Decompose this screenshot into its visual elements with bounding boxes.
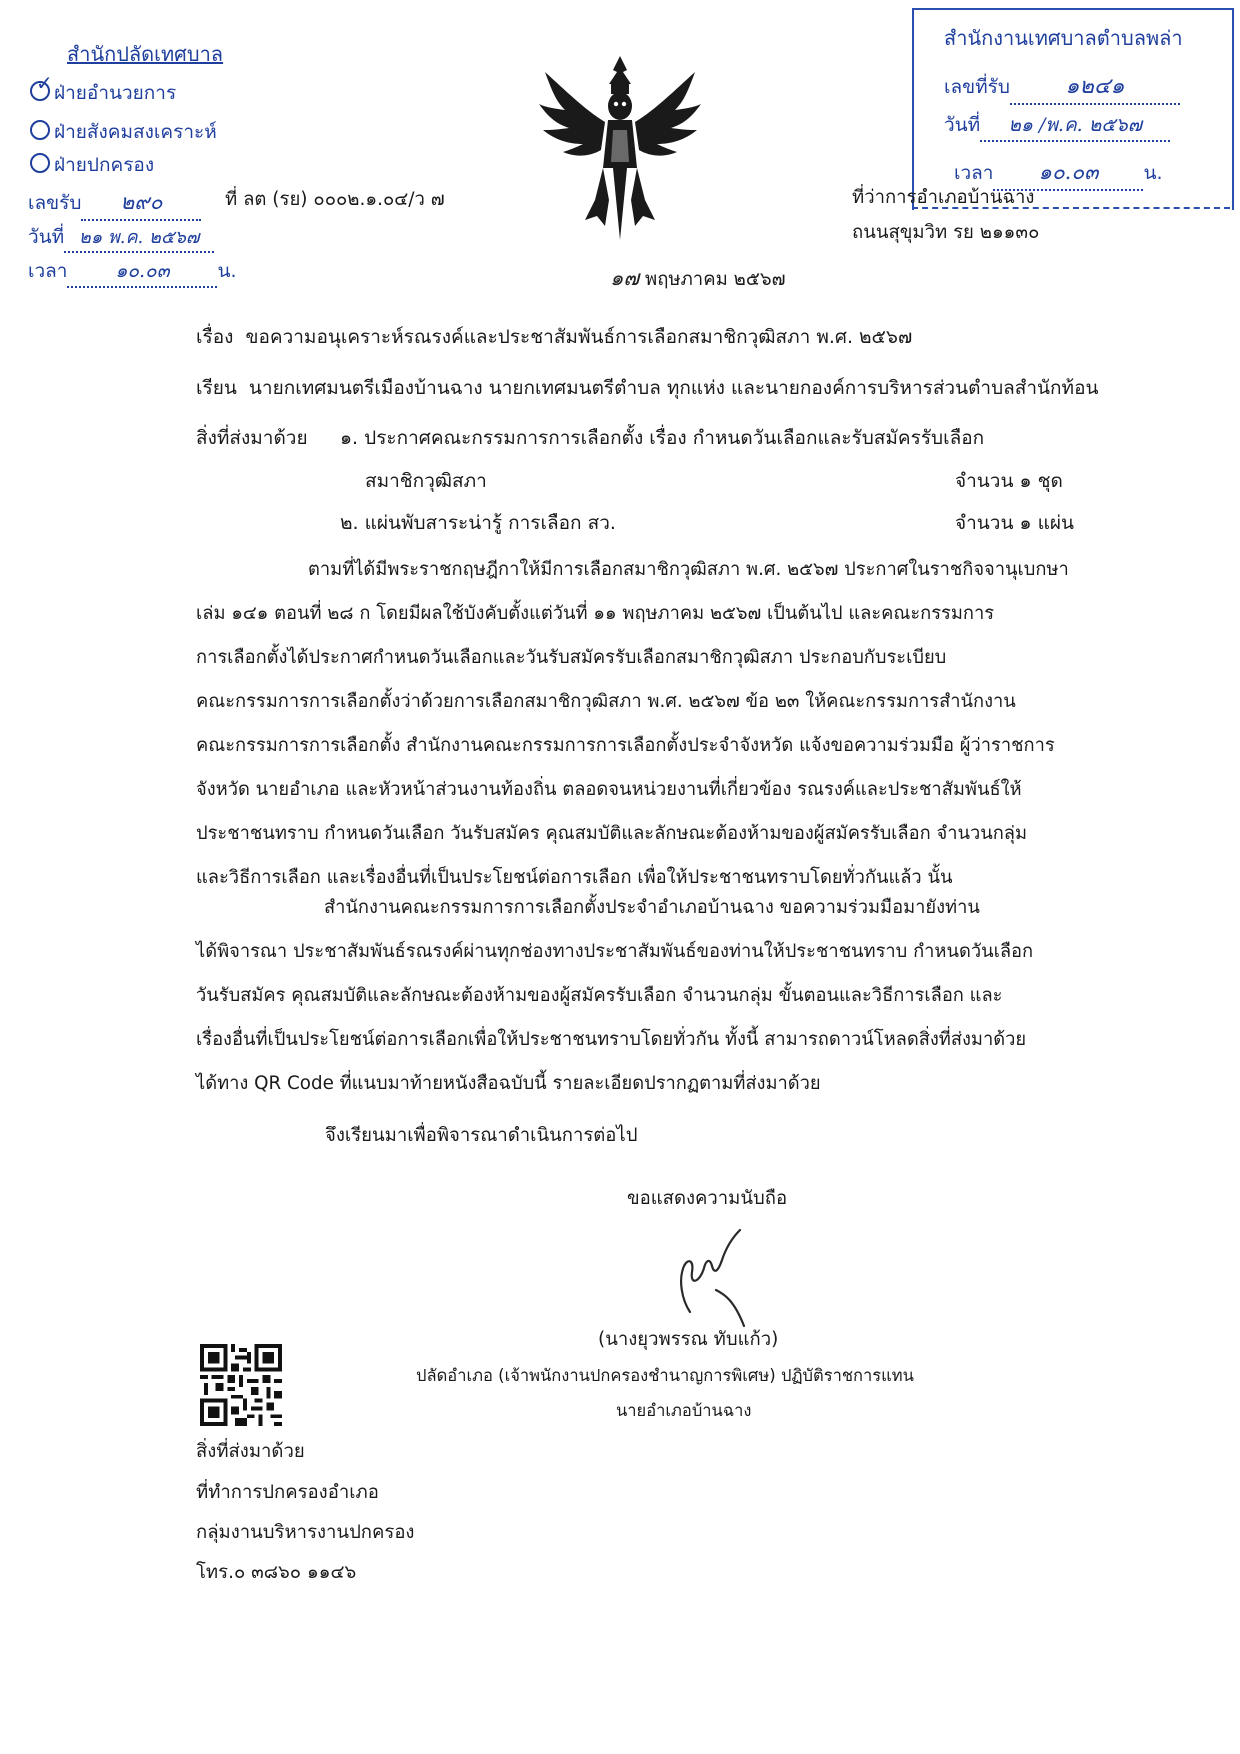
paragraph-line: สำนักงานคณะกรรมการการเลือกตั้งประจำอำเภอบ้านฉาง ขอความร่วมมือมายังท่าน — [324, 897, 980, 918]
subject-line: เรื่อง ขอความอนุเคราะห์รณรงค์และประชาสัมพันธ์การเลือกสมาชิกวุฒิสภา พ.ศ. ๒๕๖๗ — [196, 326, 913, 348]
routing-stamp — [24, 30, 274, 320]
paragraph-line: เรื่องอื่นที่เป็นประโยชน์ต่อการเลือกเพื่อให้ประชาชนทราบโดยทั่วกัน ทั้งนี้ สามารถดาวน์โหลดสิ่งที่ส่งมาด้วย — [196, 1029, 1027, 1050]
qr-code-icon — [200, 1344, 282, 1426]
routing-time: ๑๐.๐๓ — [67, 256, 217, 288]
paragraph-line: การเลือกตั้งได้ประกาศกำหนดวันเลือกและวันรับสมัครรับเลือกสมาชิกวุฒิสภา ประกอบกับระเบียบ — [196, 647, 947, 668]
to-text: นายกเทศมนตรีเมืองบ้านฉาง นายกเทศมนตรีตำบล ทุกแห่ง และนายกองค์การบริหารส่วนตำบลสำนักท้อน — [248, 377, 1099, 399]
signer-name: (นางยุวพรรณ ทับแก้ว) — [598, 1329, 779, 1350]
received-stamp — [912, 8, 1234, 210]
received-office: สำนักงานเทศบาลตำบลพล่า — [944, 26, 1183, 50]
received-time: ๑๐.๐๓ — [993, 156, 1143, 191]
routing-time-row: เวลา ๑๐.๐๓ น. — [28, 256, 237, 288]
paragraph-line: ได้พิจารณา ประชาสัมพันธ์รณรงค์ผ่านทุกช่องทางประชาสัมพันธ์ของท่านให้ประชาชนทราบ กำหนดวันเลือก — [196, 941, 1034, 962]
routing-office: สำนักปลัดเทศบาล — [67, 42, 224, 66]
office-address: ถนนสุขุมวิท รย ๒๑๑๓๐ — [852, 222, 1040, 243]
paragraph-1 — [196, 555, 1096, 907]
checked-circle-icon: ✓ — [30, 81, 50, 101]
footer-unit: กลุ่มงานบริหารงานปกครอง — [196, 1522, 415, 1543]
received-date: ๒๑ /พ.ค. ๒๕๖๗ — [980, 110, 1170, 142]
enclosure-2-line1: ๒. แผ่นพับสาระน่ารู้ การเลือก สว. — [340, 512, 616, 534]
paragraph-line: คณะกรรมการการเลือกตั้งว่าด้วยการเลือกสมาชิกวุฒิสภา พ.ศ. ๒๕๖๗ ข้อ ๒๓ ให้คณะกรรมการสำนักงาน — [196, 691, 1016, 712]
to-line: เรียน นายกเทศมนตรีเมืองบ้านฉาง นายกเทศมนตรีตำบล ทุกแห่ง และนายกองค์การบริหารส่วนตำบลสำนักท้อน — [196, 377, 1099, 399]
signer-title-2: นายอำเภอบ้านฉาง — [616, 1401, 752, 1420]
enclosure-1-line1: ๑. ประกาศคณะกรรมการการเลือกตั้ง เรื่อง กำหนดวันเลือกและรับสมัครรับเลือก — [340, 427, 985, 449]
letter-date — [610, 262, 786, 295]
routing-option-governance: ฝ่ายปกครอง — [30, 150, 154, 180]
paragraph-line: ตามที่ได้มีพระราชกฤษฎีกาให้มีการเลือกสมาชิกวุฒิสภา พ.ศ. ๒๕๖๗ ประกาศในราชกิจจานุเบกษา — [308, 559, 1069, 580]
paragraph-2 — [196, 893, 1096, 1113]
qr-caption: สิ่งที่ส่งมาด้วย — [196, 1441, 305, 1462]
routing-receipt-no: ๒๙๐ — [81, 186, 201, 221]
letter-date-month-year: พฤษภาคม ๒๕๖๗ — [645, 269, 786, 290]
paragraph-line: เล่ม ๑๔๑ ตอนที่ ๒๘ ก โดยมีผลใช้บังคับตั้งแต่วันที่ ๑๑ พฤษภาคม ๒๕๖๗ เป็นต้นไป และคณะกรรมการ — [196, 603, 995, 624]
signer-title: ปลัดอำเภอ (เจ้าพนักงานปกครองชำนาญการพิเศษ) ปฏิบัติราชการแทน — [416, 1366, 914, 1385]
footer-phone: โทร.๐ ๓๘๖๐ ๑๑๔๖ — [196, 1562, 357, 1583]
received-receipt-row: เลขที่รับ ๑๒๔๑ — [944, 68, 1180, 105]
paragraph-line: จังหวัด นายอำเภอ และหัวหน้าส่วนงานท้องถิ่น ตลอดจนหน่วยงานที่เกี่ยวข้อง รณรงค์และประชาสัมพันธ์ให้ — [196, 779, 1022, 800]
routing-option-admin: ✓ ฝ่ายอำนวยการ — [30, 78, 176, 108]
paragraph-line: ประชาชนทราบ กำหนดวันเลือก วันรับสมัคร คุณสมบัติและลักษณะต้องห้ามของผู้สมัครรับเลือก จำนวนกลุ่ม — [196, 823, 1028, 844]
paragraph-line: คณะกรรมการการเลือกตั้ง สำนักงานคณะกรรมการการเลือกตั้งประจำจังหวัด แจ้งขอความร่วมมือ ผู้ว่าราชการ — [196, 735, 1055, 756]
letter-date-day: ๑๗ — [610, 266, 640, 290]
garuda-emblem-icon — [535, 50, 705, 245]
enclosure-1-line2: สมาชิกวุฒิสภา — [365, 470, 487, 492]
paragraph-line: วันรับสมัคร คุณสมบัติและลักษณะต้องห้ามของผู้สมัครรับเลือก จำนวนกลุ่ม ขั้นตอนและวิธีการเลือก และ — [196, 985, 1003, 1006]
closing: ขอแสดงความนับถือ — [627, 1188, 788, 1209]
enclosure-1-qty: จำนวน ๑ ชุด — [955, 470, 1063, 492]
office-name: ที่ว่าการอำเภอบ้านฉาง — [852, 187, 1035, 208]
closing-request: จึงเรียนมาเพื่อพิจารณาดำเนินการต่อไป — [325, 1125, 638, 1146]
ref-number: ที่ ลต (รย) ๐๐๐๒.๑.๐๔/ว ๗ — [225, 189, 445, 210]
routing-date: ๒๑ พ.ค. ๒๕๖๗ — [64, 222, 214, 253]
paragraph-line: และวิธีการเลือก และเรื่องอื่นที่เป็นประโยชน์ต่อการเลือก เพื่อให้ประชาชนทราบโดยทั่วกันแล้ว นั้น — [196, 867, 953, 888]
enclosures-label: สิ่งที่ส่งมาด้วย — [196, 427, 308, 449]
footer-office: ที่ทำการปกครองอำเภอ — [196, 1482, 379, 1503]
subject-text: ขอความอนุเคราะห์รณรงค์และประชาสัมพันธ์การเลือกสมาชิกวุฒิสภา พ.ศ. ๒๕๖๗ — [245, 326, 913, 348]
signature-icon — [660, 1220, 770, 1330]
circle-icon — [30, 120, 50, 140]
paragraph-line: ได้ทาง QR Code ที่แนบมาท้ายหนังสือฉบับนี้ รายละเอียดปรากฏตามที่ส่งมาด้วย — [196, 1073, 821, 1094]
received-time-row: เวลา ๑๐.๐๓ น. — [954, 156, 1163, 191]
routing-date-row: วันที่ ๒๑ พ.ค. ๒๕๖๗ — [28, 222, 214, 253]
circle-icon — [30, 153, 50, 173]
routing-option-welfare: ฝ่ายสังคมสงเคราะห์ — [30, 117, 217, 147]
routing-receipt-row: เลขรับ ๒๙๐ — [28, 186, 201, 221]
received-date-row: วันที่ ๒๑ /พ.ค. ๒๕๖๗ — [944, 110, 1170, 142]
received-receipt-no: ๑๒๔๑ — [1010, 68, 1180, 105]
enclosure-2-qty: จำนวน ๑ แผ่น — [955, 512, 1074, 534]
